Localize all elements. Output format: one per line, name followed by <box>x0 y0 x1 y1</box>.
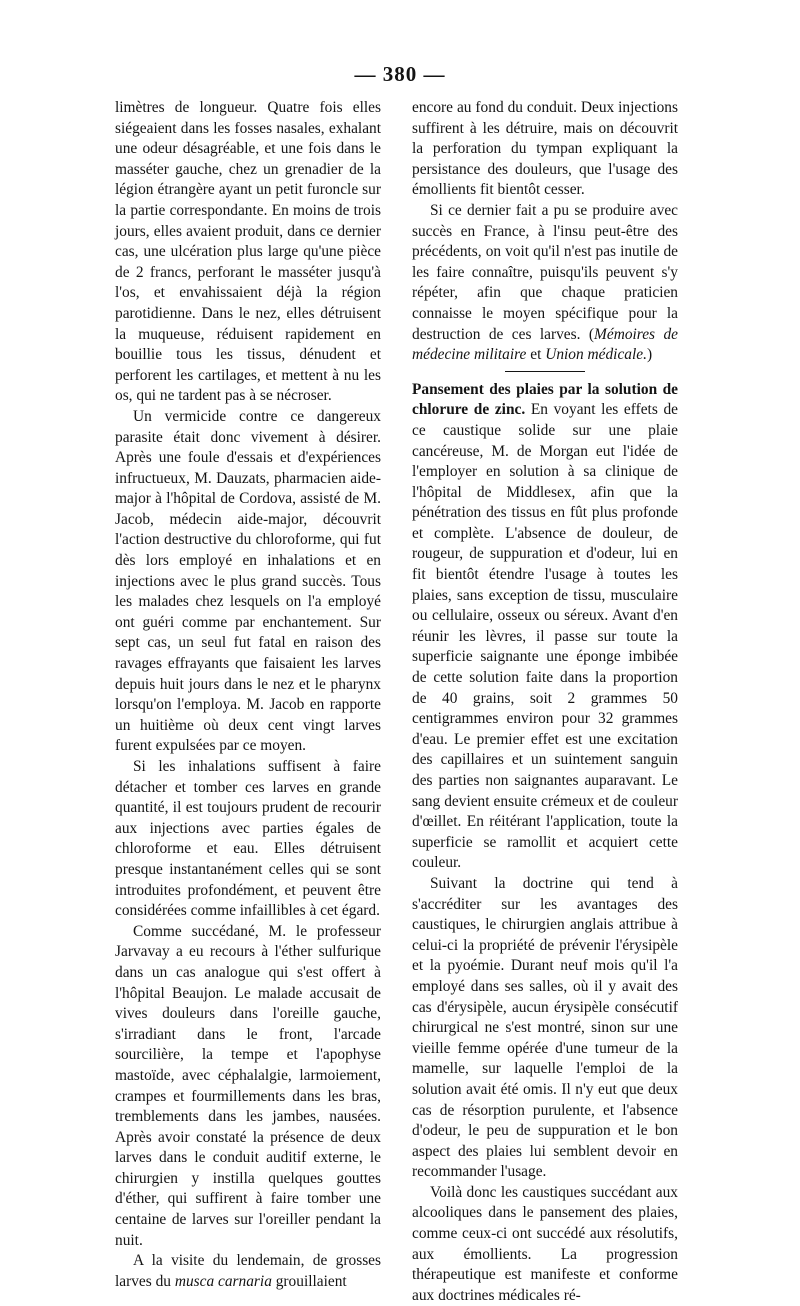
paragraph: limètres de longueur. Quatre fois elles siégeaient dans les fosses nasales, exhalant une odeur désagréable, et une fois dans le masséter gauche, chez un grenadier de la légion étrangère ayant un petit furoncle sur la partie correspondante. En moins de trois jours, elles avaient produit, dans ce dernier cas, une ulcération plus large qu'une pièce de 2 francs, perforant le masséter jusqu'à l'os, et envahissaient déjà la région parotidienne. Dans le nez, elles détruisent la muqueuse, réduisent rapidement en bouillie tous les tissus, dénudent et perforent les cartilages, et mettent à nu les os, qui ne tardent pas à se nécroser. <box>115 99 381 405</box>
text-run: ) <box>646 346 653 364</box>
paragraph: Voilà donc les caustiques succédant aux alcooliques dans le pansement des plaies, comme ceux-ci ont succédé aux résolutifs, aux émollients. La progression thérapeutique est manifeste et conforme aux doctrines médicales ré- <box>412 1183 678 1304</box>
italic-citation: Union médicale. <box>545 346 647 364</box>
paragraph: encore au fond du conduit. Deux injections suffirent à les détruire, mais on découvrit la perforation du tympan expliquant la persistance des douleurs, que l'usage des émollients fit bientôt cesser. <box>412 99 678 199</box>
page-number: — 380 — <box>354 62 446 86</box>
paragraph: Si les inhalations suffisent à faire détacher et tomber ces larves en grande quantité, il est toujours prudent de recourir aux injections avec parties égales de chloroforme et eau. Elles détruisent presque instantanément celles qui se sont introduites profondément, et peuvent être considérées comme infaillibles à cet égard. <box>115 758 381 920</box>
right-column <box>412 98 678 1306</box>
italic-species-name: musca carnaria <box>174 1272 272 1290</box>
text-run: grouillaient <box>271 1272 347 1290</box>
paragraph <box>412 380 678 874</box>
text-run: et <box>526 346 546 364</box>
left-column <box>115 98 381 1292</box>
section-divider <box>505 371 585 372</box>
italic-citation: Mémoires de médecine militaire <box>412 325 678 364</box>
text-run: A la visite du lendemain, de grosses larves du <box>115 1252 381 1290</box>
paragraph: Un vermicide contre ce dangereux parasite était donc vivement à désirer. Après une foule d'essais et d'expériences infructueux, M. Dauzats, pharmacien aide-major à l'hôpital de Cordova, assisté de M. Jacob, médecin aide-major, découvrit l'action destructive du chloroforme, qui fut dès lors employé en inhalations et en injections avec le plus grand succès. Tous les malades chez lesquels on l'a employé ont guéri comme par enchantement. Sur sept cas, un seul fut fatal en raison des ravages effrayants que faisaient les larves depuis huit jours dans le nez et le pharynx lorsqu'on l'employa. M. Jacob en rapporte un huitième où deux cent vingt larves furent expulsées par ce moyen. <box>115 407 381 755</box>
paragraph <box>412 201 678 366</box>
text-run: En voyant les effets de ce caustique solide sur une plaie cancéreuse, M. de Morgan eut l'idée de l'employer en solution à sa clinique de l'hôpital de Middlesex, afin que la pénétration des tissus en fût plus profonde et complète. L'absence de douleur, de rougeur, de suppuration et d'odeur, lui en fit bientôt étendre l'usage à toutes les plaies, sans exception de tissu, musculaire ou cellulaire, osseux ou séreux. Avant d'en réunir les lèvres, il passe sur toute la superficie saignante une éponge imbibée de cette solution faite dans la proportion de 40 grains, soit 2 grammes 50 centigrammes environ pour 32 grammes d'eau. Le premier effet est une excitation des capillaires et un suintement sanguin des parties non saignantes auparavant. Le sang devient ensuite crémeux et de couleur d'œillet. En réitérant l'application, toute la superficie se ramollit et acquiert cette couleur. <box>412 401 679 872</box>
text-run: Si ce dernier fait a pu se produire avec succès en France, à l'insu peut-être des précédents, on voit qu'il n'est pas inutile de les faire connaître, puisqu'ils peuvent s'y répéter, afin que chaque praticien connaisse le moyen spécifique pour la destruction de ces larves. ( <box>412 201 678 343</box>
paragraph: Suivant la doctrine qui tend à s'accréditer sur les avantages des caustiques, le chirurgien anglais attribue à celui-ci la propriété de prévenir l'érysipèle et la pyoémie. Durant neuf mois qu'il l'a employé dans ses salles, où il y avait des cas d'érysipèle, aucun érysipèle consécutif chirurgical ne s'est montré, sinon sur une vieille femme opérée d'une tumeur de la mamelle, sur laquelle l'emploi de la solution avait été omis. Il n'y eut que deux cas de résorption purulente, et l'absence d'odeur, le peu de suppuration et le bon aspect des plaies lui semblent devoir en recommander l'usage. <box>412 874 678 1181</box>
section-title: Pansement des plaies par la solution de chlorure de zinc. <box>412 380 678 419</box>
paragraph: Comme succédané, M. le professeur Jarvavay a eu recours à l'éther sulfurique dans un cas analogue qui s'est offert à l'hôpital Beaujon. Le malade accusait de vives douleurs dans l'oreille gauche, s'irradiant dans le front, l'arcade sourcilière, la tempe et l'apophyse mastoïde, avec céphalalgie, larmoiement, crampes et fourmillements dans les bras, tremblements dans les jambes, nausées. Après avoir constaté la présence de deux larves dans le conduit auditif externe, le chirurgien y instilla quelques gouttes d'éther, qui suffirent à faire tomber une centaine de larves sur l'oreiller pendant la nuit. <box>115 922 381 1249</box>
paragraph <box>115 1251 381 1292</box>
